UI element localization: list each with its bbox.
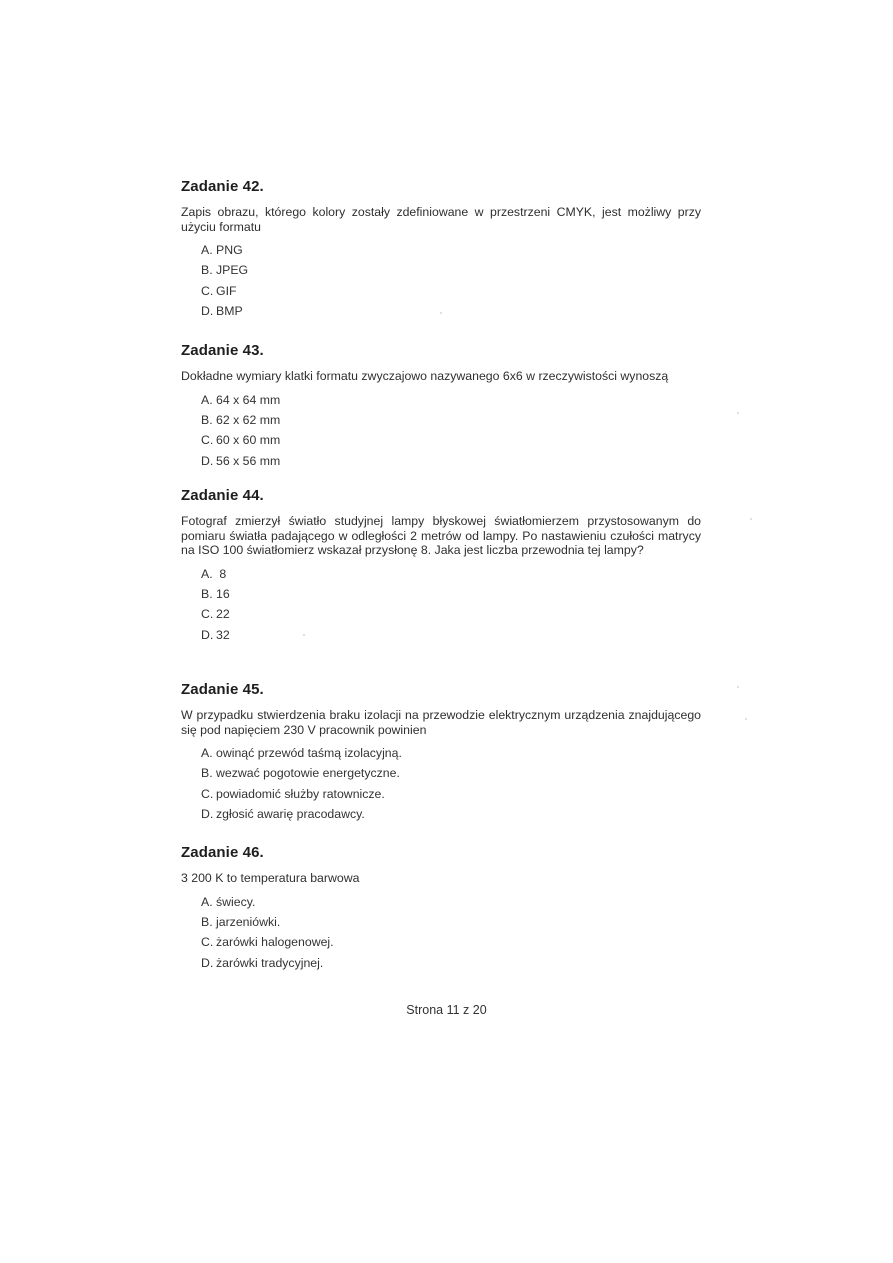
answer-letter: A.	[201, 243, 213, 257]
task-46	[181, 844, 701, 973]
answer-option-b	[181, 260, 701, 280]
answer-text: 56 x 56 mm	[216, 453, 281, 468]
answer-letter: A.	[201, 392, 213, 407]
answer-text: żarówki tradycyjnej.	[216, 955, 324, 970]
task-question: Zapis obrazu, którego kolory zostały zdefiniowane w przestrzeni CMYK, jest możliwy przy użyciu formatu	[181, 205, 701, 234]
answer-letter: C.	[201, 283, 214, 298]
answer-letter: C.	[201, 433, 214, 448]
task-question: Dokładne wymiary klatki formatu zwyczajowo nazywanego 6x6 w rzeczywistości wynoszą	[181, 369, 669, 383]
answer-letter: C.	[201, 607, 214, 622]
answer-letter: B.	[201, 263, 213, 278]
answer-letter: A.	[201, 746, 213, 760]
answer-option-d	[181, 953, 701, 973]
answer-text: PNG	[216, 243, 243, 257]
answer-text: GIF	[216, 283, 237, 298]
answer-letter: B.	[201, 412, 213, 427]
answer-text: 62 x 62 mm	[216, 412, 281, 427]
answer-letter: D.	[201, 453, 214, 468]
answer-option-d	[181, 451, 701, 471]
answer-option-d	[181, 804, 701, 824]
answer-list	[181, 564, 701, 646]
answer-text: powiadomić służby ratownicze.	[216, 786, 385, 801]
answer-option-b	[181, 410, 701, 430]
answer-text: żarówki halogenowej.	[216, 935, 334, 950]
answer-option-b	[181, 912, 701, 932]
task-45	[181, 681, 701, 825]
answer-letter: D.	[201, 955, 214, 970]
task-title: Zadanie 43.	[181, 342, 264, 359]
answer-option-a	[181, 240, 701, 260]
answer-text: świecy.	[216, 894, 256, 909]
answer-option-b	[181, 763, 701, 783]
answer-letter: D.	[201, 304, 214, 319]
answer-text: 8	[216, 566, 227, 581]
answer-option-c	[181, 932, 701, 952]
task-title: Zadanie 46.	[181, 844, 264, 861]
answer-option-b	[181, 584, 701, 604]
answer-list	[181, 892, 701, 974]
answer-letter: C.	[201, 935, 214, 950]
answer-option-a	[181, 390, 701, 410]
page-number: Strona 11 z 20	[406, 1003, 487, 1017]
task-question: 3 200 K to temperatura barwowa	[181, 871, 360, 885]
answer-option-c	[181, 281, 701, 301]
answer-letter: A.	[201, 566, 213, 581]
answer-option-a	[181, 564, 701, 584]
answer-list	[181, 240, 701, 322]
task-43	[181, 342, 701, 471]
answer-letter: B.	[201, 914, 213, 929]
answer-text: BMP	[216, 304, 243, 319]
answer-option-c	[181, 430, 701, 450]
answer-text: jarzeniówki.	[216, 914, 281, 929]
answer-option-c	[181, 784, 701, 804]
answer-text: 16	[216, 586, 230, 601]
answer-letter: A.	[201, 894, 213, 909]
answer-option-d	[181, 625, 701, 645]
answer-text: 64 x 64 mm	[216, 392, 281, 407]
answer-letter: D.	[201, 807, 214, 822]
scan-speck	[737, 412, 739, 414]
scan-speck	[303, 634, 305, 636]
answer-text: JPEG	[216, 263, 249, 278]
task-title: Zadanie 45.	[181, 681, 264, 698]
task-44	[181, 487, 701, 645]
answer-list	[181, 743, 701, 825]
answer-text: 22	[216, 607, 230, 622]
answer-option-a	[181, 892, 701, 912]
answer-letter: B.	[201, 586, 213, 601]
answer-text: wezwać pogotowie energetyczne.	[216, 766, 400, 781]
answer-option-a	[181, 743, 701, 763]
answer-letter: C.	[201, 786, 214, 801]
scan-speck	[440, 312, 442, 314]
answer-option-c	[181, 604, 701, 624]
scan-speck	[745, 718, 747, 720]
answer-letter: D.	[201, 627, 214, 642]
answer-text: 32	[216, 627, 230, 642]
task-42	[181, 178, 701, 322]
answer-text: zgłosić awarię pracodawcy.	[216, 807, 365, 822]
task-title: Zadanie 42.	[181, 178, 264, 195]
answer-list	[181, 390, 701, 472]
answer-letter: B.	[201, 766, 213, 781]
answer-text: 60 x 60 mm	[216, 433, 281, 448]
task-question: Fotograf zmierzył światło studyjnej lampy błyskowej światłomierzem przystosowanym do pomiaru światła padającego w odległości 2 metrów od lampy. Po nastawieniu czułości matrycy na ISO 100 światłomierz wskazał przysłonę 8. Jaka jest liczba przewodnia tej lampy?	[181, 514, 701, 557]
task-title: Zadanie 44.	[181, 487, 264, 504]
task-question: W przypadku stwierdzenia braku izolacji na przewodzie elektrycznym urządzenia znajdującego się pod napięciem 230 V pracownik powinien	[181, 708, 701, 737]
scan-speck	[750, 518, 752, 520]
scan-speck	[737, 686, 739, 688]
answer-text: owinąć przewód taśmą izolacyjną.	[216, 746, 402, 760]
